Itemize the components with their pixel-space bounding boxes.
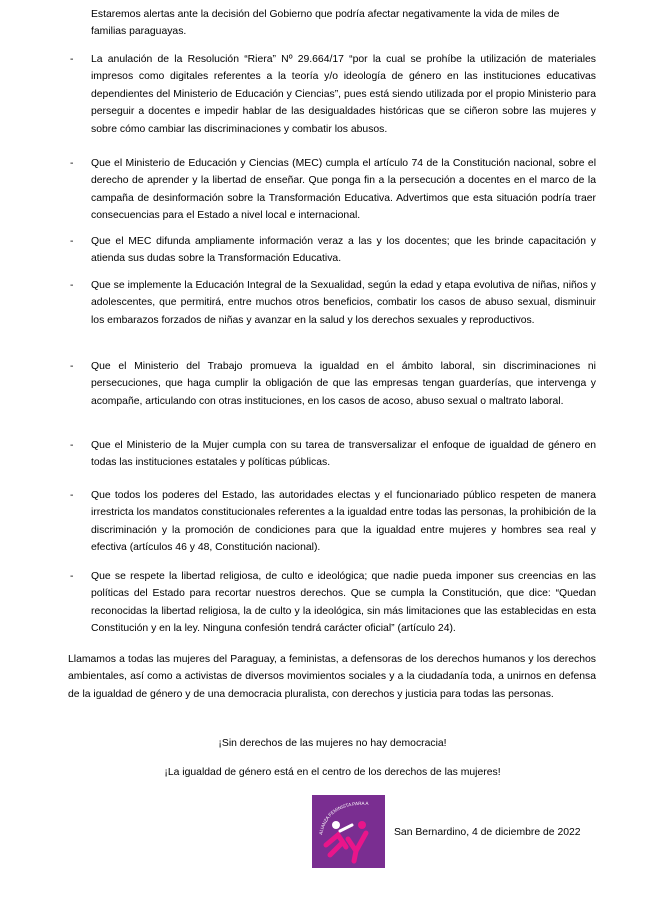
bullet-item: Que el Ministerio del Trabajo promueva la igualdad en el ámbito laboral, sin discriminaciones ni persecuciones, que haga cumplir la obligación de que las empresas tengan guarderías, que intervenga y acompañe, articulando con otras instituciones, en los casos de acoso, abuso sexual o maltrato laboral. bbox=[91, 361, 596, 407]
bullet-marker: - bbox=[70, 490, 74, 501]
signature-date: San Bernardino, 4 de diciembre de 2022 bbox=[394, 827, 581, 838]
bullet-item: Que el Ministerio de Educación y Ciencias (MEC) cumpla el artículo 74 de la Constitución nacional, sobre el derecho de aprender y la libertad de enseñar. Que ponga fin a la persecución a docentes en el marco de la campaña de desinformación sobre la Transformación Educativa. Advertimos que esta situación podría traer consecuencias para el Estado a nivel local e internacional. bbox=[91, 158, 596, 222]
svg-text:ALIANZA FEMINISTA PARA AVANZAR: ALIANZA FEMINISTA PARA A bbox=[318, 800, 369, 836]
bullet-marker: - bbox=[70, 158, 74, 169]
call-to-action-paragraph: Llamamos a todas las mujeres del Paraguay, a feministas, a defensoras de los derechos humanos y los derechos ambientales, así como a activistas de diversos movimientos sociales y a la ciudadanía toda, a unirnos en defensa de la igualdad de género y de una democracia pluralista, con derechos y justicia para todas las personas. bbox=[68, 654, 596, 700]
bullet-marker: - bbox=[70, 236, 74, 247]
slogan-democracy: ¡Sin derechos de las mujeres no hay democracia! bbox=[218, 738, 447, 749]
bullet-item: Que todos los poderes del Estado, las autoridades electas y el funcionariado público respeten de manera irrestricta los mandatos constitucionales referentes a la igualdad entre todas las personas, la prohibición de la discriminación y la promoción de condiciones para que la igualdad entre mujeres y hombres sea real y efectiva (artículos 46 y 48, Constitución nacional). bbox=[91, 490, 596, 554]
bullet-item: Que el Ministerio de la Mujer cumpla con su tarea de transversalizar el enfoque de igualdad de género en todas las instituciones estatales y políticas públicas. bbox=[91, 440, 596, 469]
bullet-item: Que se respete la libertad religiosa, de culto e ideológica; que nadie pueda imponer sus creencias en las políticas del Estado para recortar nuestros derechos. Que se cumpla la Constitución, que dice: “Quedan reconocidas la libertad religiosa, la de culto y la ideológica, sin más limitaciones que las establecidas en esta Constitución y en la ley. Ninguna confesión tendrá carácter oficial” (artículo 24). bbox=[91, 571, 596, 635]
bullet-marker: - bbox=[70, 280, 74, 291]
intro-paragraph: Estaremos alertas ante la decisión del Gobierno que podría afectar negativamente la vida de miles de familias paraguayas. bbox=[91, 9, 560, 38]
bullet-item: Que el MEC difunda ampliamente información veraz a las y los docentes; que les brinde capacitación y atienda sus dudas sobre la Transformación Educativa. bbox=[91, 236, 596, 265]
slogan-gender-equality: ¡La igualdad de género está en el centro de los derechos de las mujeres! bbox=[164, 767, 501, 778]
bullet-item: Que se implemente la Educación Integral de la Sexualidad, según la edad y etapa evolutiva de niñas, niños y adolescentes, que permitirá, entre muchos otros beneficios, combatir los casos de abuso sexual, disminuir los embarazos forzados de niñas y avanzar en la salud y los derechos sexuales y reproductivos. bbox=[91, 280, 596, 326]
bullet-marker: - bbox=[70, 54, 74, 65]
bullet-marker: - bbox=[70, 440, 74, 451]
bullet-marker: - bbox=[70, 361, 74, 372]
alliance-logo bbox=[312, 795, 385, 868]
bullet-marker: - bbox=[70, 571, 74, 582]
bullet-item: La anulación de la Resolución “Riera” Nº 29.664/17 “por la cual se prohíbe la utilización de materiales impresos como digitales referentes a la teoría y/o ideología de género en las instituciones educativas dependientes del Ministerio de Educación y Ciencias”, pues está siendo utilizada por el propio Ministerio para perseguir a docentes e impedir hablar de las desigualdades históricas que se ciñeron sobre las mujeres y sobre cómo cambiar las discriminaciones y combatir los abusos. bbox=[91, 54, 596, 135]
alliance-logo-graphic bbox=[312, 795, 385, 868]
